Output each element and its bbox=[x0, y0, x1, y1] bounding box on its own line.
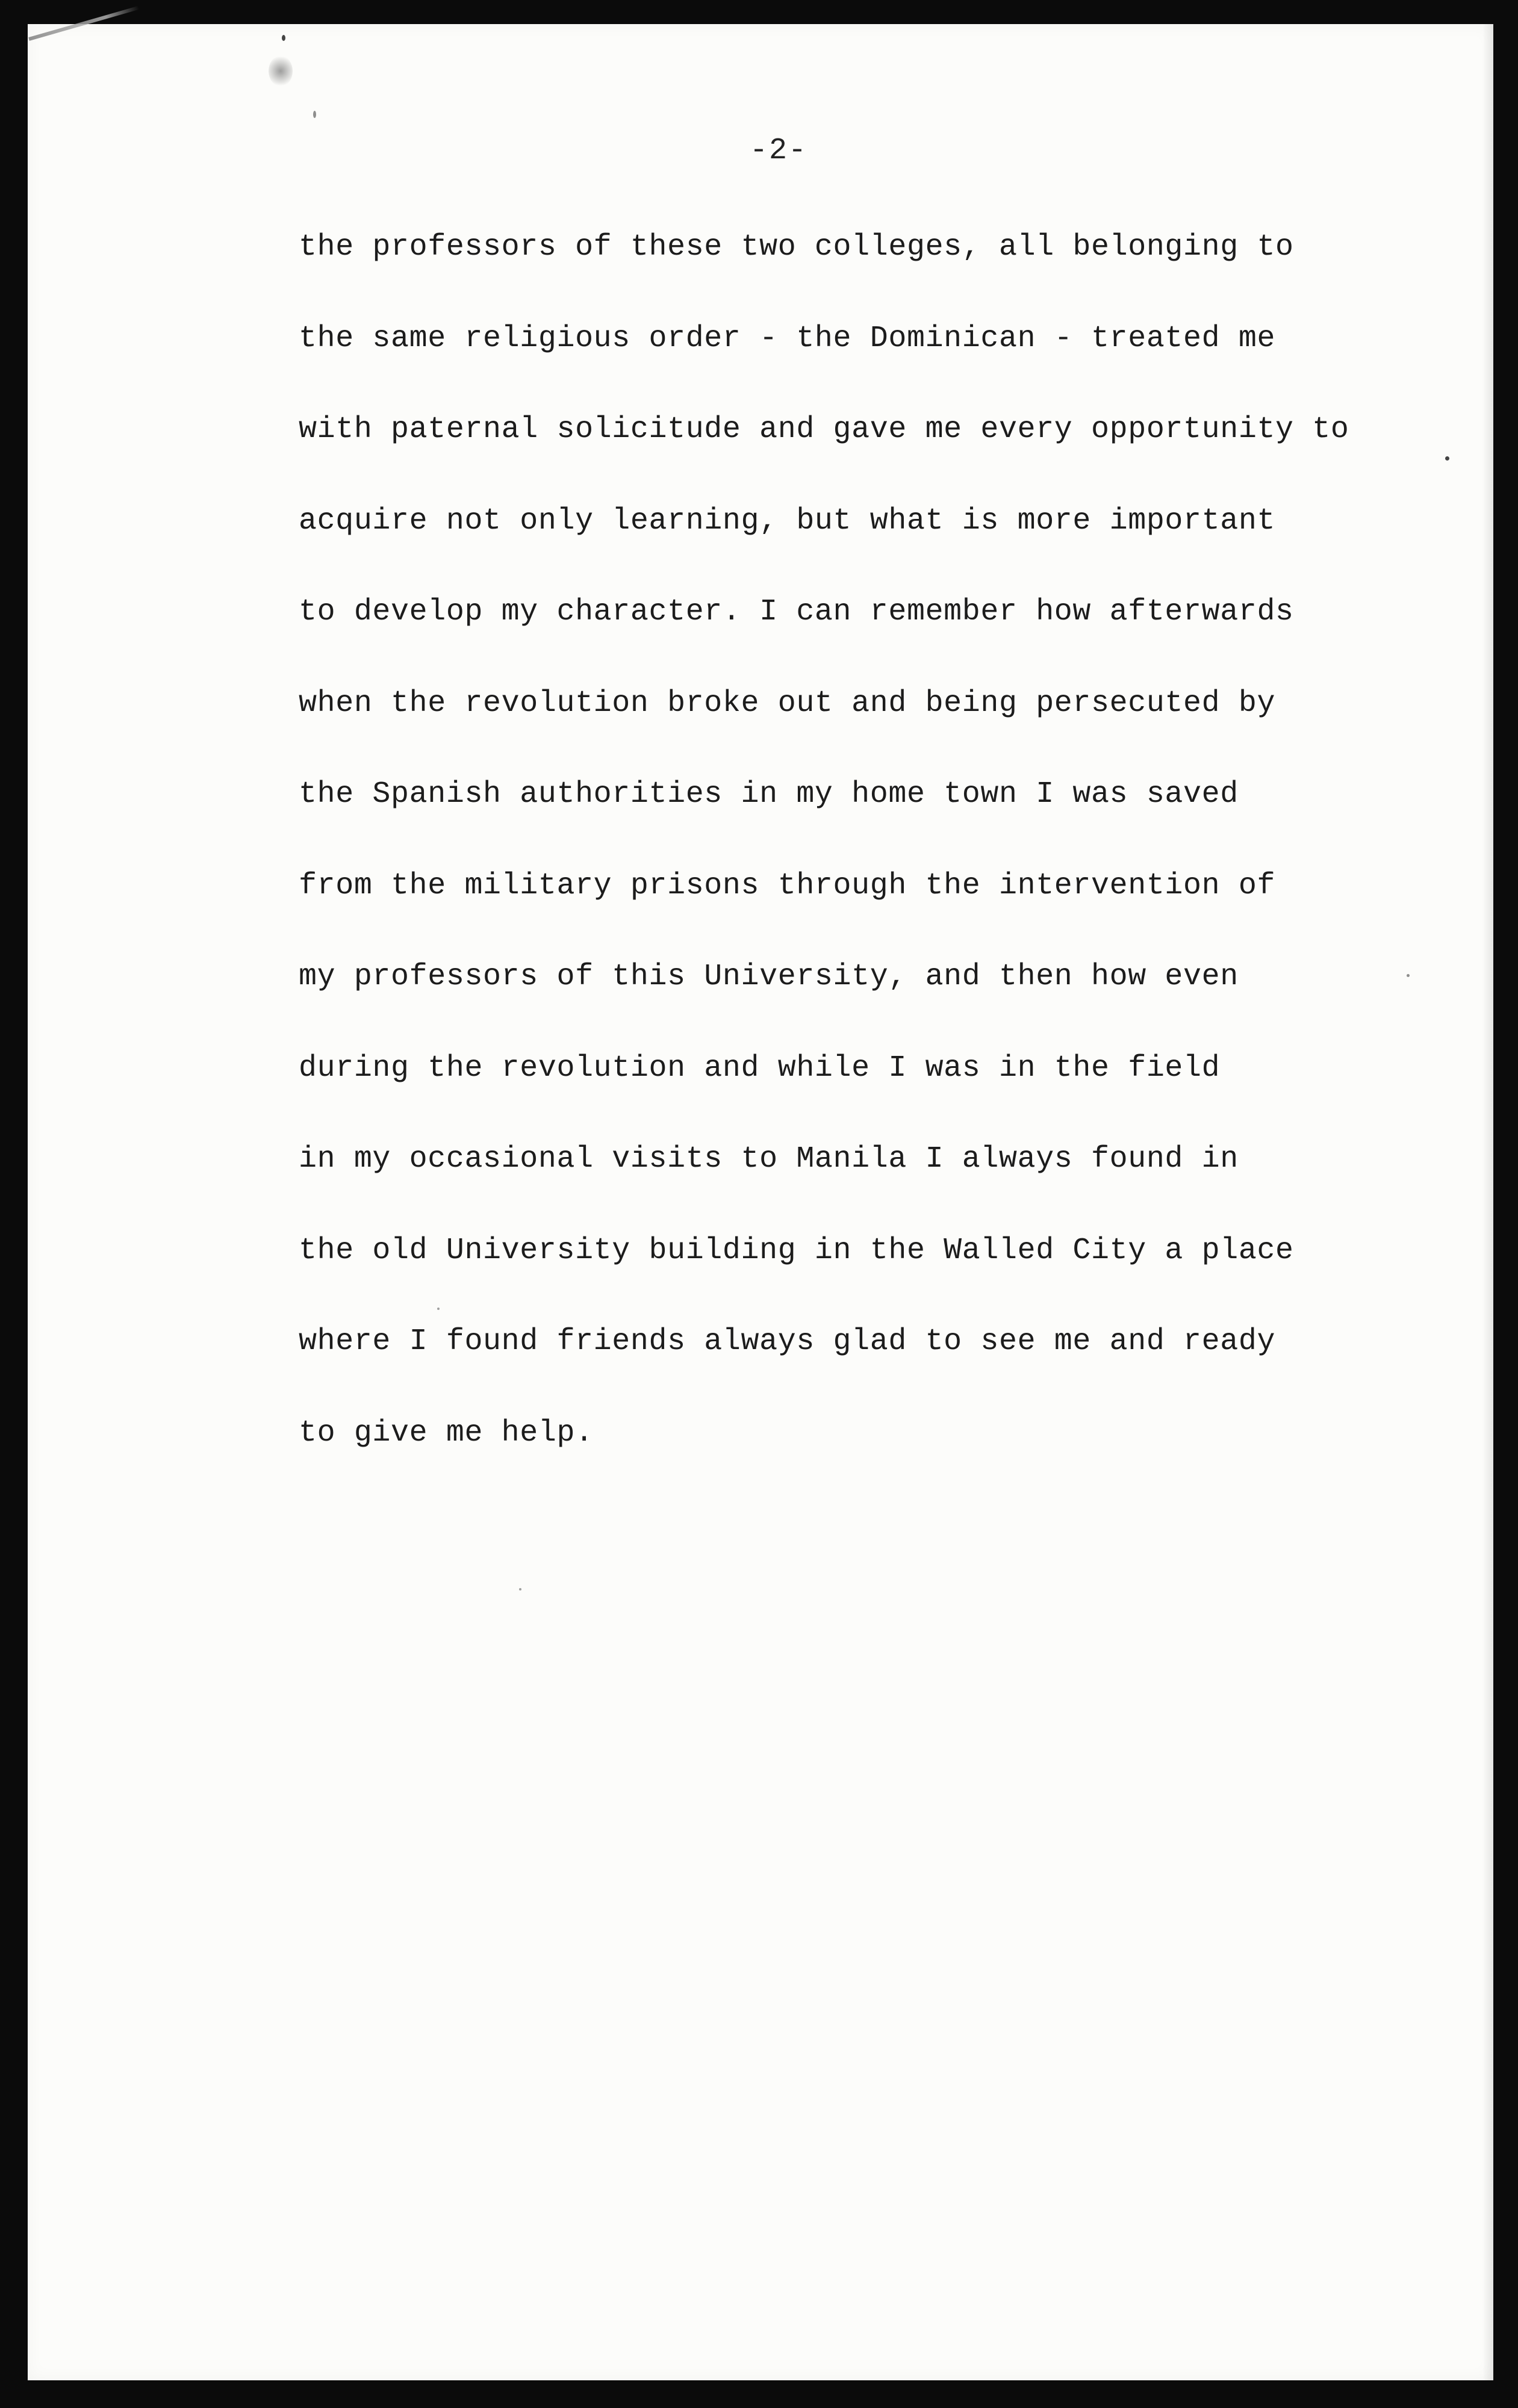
text-line: to develop my character. I can remember how afterwards bbox=[299, 595, 1294, 629]
text-line: in my occasional visits to Manila I always found in bbox=[299, 1142, 1239, 1176]
text-line: to give me help. bbox=[299, 1415, 594, 1450]
text-line: the old University building in the Walled City a place bbox=[299, 1233, 1294, 1268]
text-line: when the revolution broke out and being persecuted by bbox=[299, 686, 1276, 721]
text-line: the Spanish authorities in my home town I was saved bbox=[299, 777, 1239, 811]
ink-speck bbox=[519, 1588, 521, 1590]
ink-speck bbox=[1445, 456, 1449, 461]
page-number: -2- bbox=[750, 134, 808, 168]
text-line: during the revolution and while I was in the field bbox=[299, 1050, 1221, 1085]
ink-speck bbox=[282, 35, 285, 41]
ink-speck bbox=[313, 111, 316, 118]
text-line: my professors of this University, and then how even bbox=[299, 960, 1239, 994]
ink-speck bbox=[1407, 974, 1410, 977]
text-line: the same religious order - the Dominican - treated me bbox=[299, 321, 1276, 356]
text-line: the professors of these two colleges, all belonging to bbox=[299, 230, 1294, 264]
page-edge-shadow bbox=[1482, 24, 1493, 2380]
text-line: with paternal solicitude and gave me every opportunity to bbox=[299, 412, 1349, 447]
text-line: acquire not only learning, but what is more important bbox=[299, 503, 1276, 538]
ink-smudge-mark bbox=[269, 55, 293, 87]
letter-body bbox=[299, 223, 1358, 1500]
text-line: where I found friends always glad to see me and ready bbox=[299, 1324, 1276, 1359]
text-line: from the military prisons through the intervention of bbox=[299, 868, 1276, 903]
